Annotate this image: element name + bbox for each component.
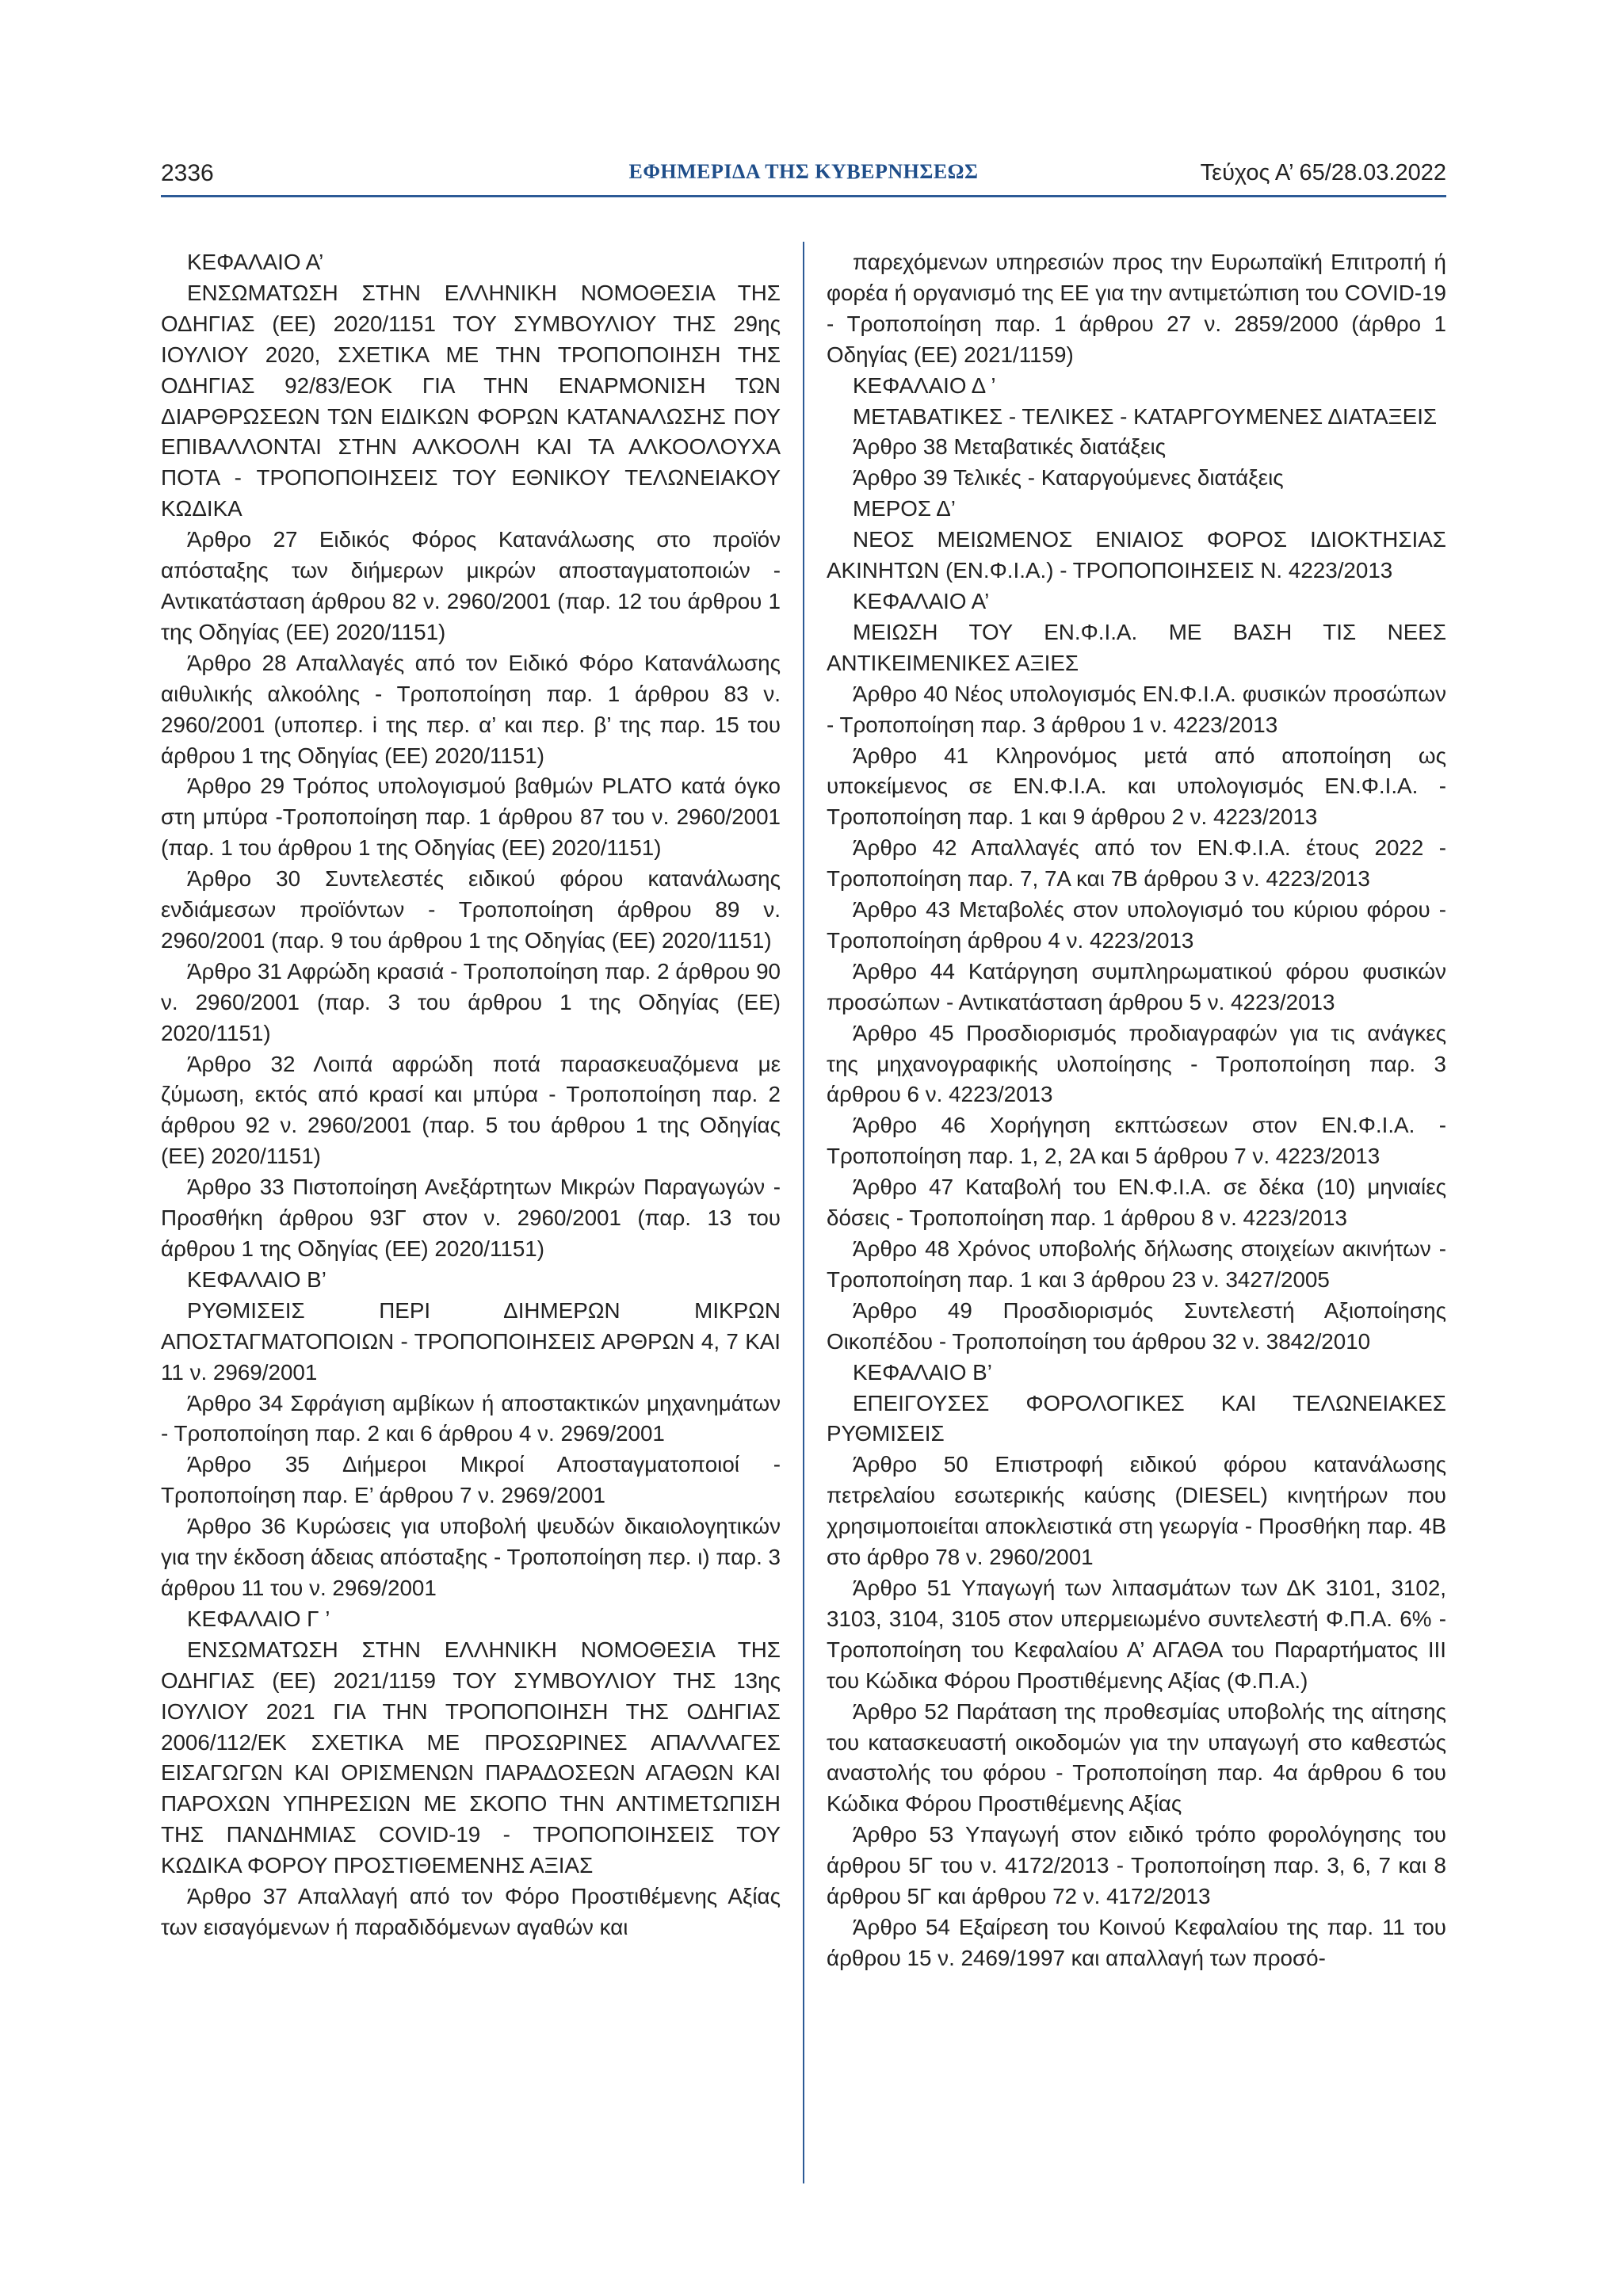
- toc-entry: ΚΕΦΑΛΑΙΟ Α’: [187, 250, 324, 274]
- toc-entry: Άρθρο 42 Απαλλαγές από τον ΕΝ.Φ.Ι.Α. έτους 2022 - Τροποποίηση παρ. 7, 7Α και 7Β άρθρου 3 ν. 4223/2013: [827, 835, 1446, 892]
- toc-entry: Άρθρο 51 Υπαγωγή των λιπασμάτων των ΔΚ 3101, 3102, 3103, 3104, 3105 στον υπερμειωμένο συντελεστή Φ.Π.Α. 6% - Τροποποίηση του Κεφαλαίου Α’ ΑΓΑΘΑ του Παραρτήματος ΙΙΙ του Κώδικα Φόρου Προστιθέμενης Αξίας (Φ.Π.Α.): [827, 1575, 1446, 1693]
- toc-entry: Άρθρο 43 Μεταβολές στον υπολογισμό του κύριου φόρου - Τροποποίηση άρθρου 4 ν. 4223/2013: [827, 897, 1446, 953]
- toc-entry: Άρθρο 27 Ειδικός Φόρος Κατανάλωσης στο προϊόν απόσταξης των διήμερων μικρών αποσταγματοποιών - Αντικατάσταση άρθρου 82 ν. 2960/2001 (παρ. 12 του άρθρου 1 της Οδηγίας (ΕΕ) 2020/1151): [161, 527, 781, 644]
- toc-entry: Άρθρο 28 Απαλλαγές από τον Ειδικό Φόρο Κατανάλωσης αιθυλικής αλκοόλης - Τροποποίηση παρ. 1 άρθρου 83 ν. 2960/2001 (υποπερ. i της περ. α’ και περ. β’ της παρ. 15 του άρθρου 1 της Οδηγίας (ΕΕ) 2020/1151): [161, 650, 781, 768]
- toc-entry: ΕΠΕΙΓΟΥΣΕΣ ΦΟΡΟΛΟΓΙΚΕΣ ΚΑΙ ΤΕΛΩΝΕΙΑΚΕΣ ΡΥΘΜΙΣΕΙΣ: [827, 1390, 1446, 1446]
- toc-entry: Άρθρο 54 Εξαίρεση του Κοινού Κεφαλαίου της παρ. 11 του άρθρου 15 ν. 2469/1997 και απαλλαγή των προσό-: [827, 1914, 1446, 1970]
- toc-entry: Άρθρο 40 Νέος υπολογισμός ΕΝ.Φ.Ι.Α. φυσικών προσώπων - Τροποποίηση παρ. 3 άρθρου 1 ν. 4223/2013: [827, 681, 1446, 737]
- toc-entry: Άρθρο 50 Επιστροφή ειδικού φόρου κατανάλωσης πετρελαίου εσωτερικής καύσης (DIESEL) κινητήρων που χρησιμοποιείται αποκλειστικά στη γεωργία - Προσθήκη παρ. 4Β στο άρθρο 78 ν. 2960/2001: [827, 1452, 1446, 1570]
- toc-entry: Άρθρο 32 Λοιπά αφρώδη ποτά παρασκευαζόμενα με ζύμωση, εκτός από κρασί και μπύρα - Τροποποίηση παρ. 2 άρθρου 92 ν. 2960/2001 (παρ. 5 του άρθρου 1 της Οδηγίας (ΕΕ) 2020/1151): [161, 1051, 781, 1169]
- toc-entry: Άρθρο 35 Διήμεροι Μικροί Αποσταγματοποιοί - Τροποποίηση παρ. Ε’ άρθρου 7 ν. 2969/2001: [161, 1452, 781, 1508]
- gazette-title: ΕΦΗΜΕΡΙΔΑ ΤΗΣ ΚΥΒΕΡΝΗΣΕΩΣ: [628, 160, 979, 183]
- toc-entry: ΚΕΦΑΛΑΙΟ Α’: [853, 588, 990, 613]
- toc-entry: Άρθρο 47 Καταβολή του ΕΝ.Φ.Ι.Α. σε δέκα (10) μηνιαίες δόσεις - Τροποποίηση παρ. 1 άρθρου 8 ν. 4223/2013: [827, 1175, 1446, 1231]
- toc-entry: Άρθρο 44 Κατάργηση συμπληρωματικού φόρου φυσικών προσώπων - Αντικατάσταση άρθρου 5 ν. 4223/2013: [827, 958, 1446, 1014]
- toc-entry: Άρθρο 46 Χορήγηση εκπτώσεων στον ΕΝ.Φ.Ι.Α. - Τροποποίηση παρ. 1, 2, 2Α και 5 άρθρου 7 ν. 4223/2013: [827, 1113, 1446, 1169]
- toc-entry: παρεχόμενων υπηρεσιών προς την Ευρωπαϊκή Επιτροπή ή φορέα ή οργανισμό της ΕΕ για την αντιμετώπιση του COVID-19 - Τροποποίηση παρ. 1 άρθρου 27 ν. 2859/2000 (άρθρο 1 Οδηγίας (ΕΕ) 2021/1159): [827, 250, 1446, 367]
- toc-entry: Άρθρο 45 Προσδιορισμός προδιαγραφών για τις ανάγκες της μηχανογραφικής υλοποίησης - Τροποποίηση παρ. 3 άρθρου 6 ν. 4223/2013: [827, 1020, 1446, 1107]
- toc-entry: Άρθρο 38 Μεταβατικές διατάξεις: [853, 434, 1167, 460]
- issue-reference: Τεύχος Α’ 65/28.03.2022: [1200, 160, 1446, 185]
- toc-entry: ΕΝΣΩΜΑΤΩΣΗ ΣΤΗΝ ΕΛΛΗΝΙΚΗ ΝΟΜΟΘΕΣΙΑ ΤΗΣ ΟΔΗΓΙΑΣ (ΕΕ) 2021/1159 ΤΟΥ ΣΥΜΒΟΥΛΙΟΥ ΤΗΣ 13ης ΙΟΥΛΙΟΥ 2021 ΓΙΑ ΤΗΝ ΤΡΟΠΟΠΟΙΗΣΗ ΤΗΣ ΟΔΗΓΙΑΣ 2006/112/ΕΚ ΣΧΕΤΙΚΑ ΜΕ ΠΡΟΣΩΡΙΝΕΣ ΑΠΑΛΛΑΓΕΣ ΕΙΣΑΓΩΓΩΝ ΚΑΙ ΟΡΙΣΜΕΝΩΝ ΠΑΡΑΔΟΣΕΩΝ ΑΓΑΘΩΝ ΚΑΙ ΠΑΡΟΧΩΝ ΥΠΗΡΕΣΙΩΝ ΜΕ ΣΚΟΠΟ ΤΗΝ ΑΝΤΙΜΕΤΩΠΙΣΗ ΤΗΣ ΠΑΝΔΗΜΙΑΣ COVID-19 - ΤΡΟΠΟΠΟΙΗΣΕΙΣ ΤΟΥ ΚΩΔΙΚΑ ΦΟΡΟΥ ΠΡΟΣΤΙΘΕΜΕΝΗΣ ΑΞΙΑΣ: [161, 1637, 781, 1878]
- toc-entry: ΝΕΟΣ ΜΕΙΩΜΕΝΟΣ ΕΝΙΑΙΟΣ ΦΟΡΟΣ ΙΔΙΟΚΤΗΣΙΑΣ ΑΚΙΝΗΤΩΝ (ΕΝ.Φ.Ι.Α.) - ΤΡΟΠΟΠΟΙΗΣΕΙΣ Ν. 4223/2013: [827, 527, 1446, 583]
- toc-entry: Άρθρο 41 Κληρονόμος μετά από αποποίηση ως υποκείμενος σε ΕΝ.Φ.Ι.Α. και υπολογισμός ΕΝ.Φ.Ι.Α. - Τροποποίηση παρ. 1 και 9 άρθρου 2 ν. 4223/2013: [827, 743, 1446, 830]
- right-column: [827, 247, 1446, 1974]
- toc-entry: Άρθρο 36 Κυρώσεις για υποβολή ψευδών δικαιολογητικών για την έκδοση άδειας απόσταξης - Τροποποίηση περ. ι) παρ. 3 άρθρου 11 του ν. 2969/2001: [161, 1514, 781, 1600]
- toc-entry: ΜΕΡΟΣ Δ’: [853, 496, 956, 521]
- toc-entry: Άρθρο 37 Απαλλαγή από τον Φόρο Προστιθέμενης Αξίας των εισαγόμενων ή παραδιδόμενων αγαθών και: [161, 1884, 781, 1939]
- toc-entry: ΡΥΘΜΙΣΕΙΣ ΠΕΡΙ ΔΙΗΜΕΡΩΝ ΜΙΚΡΩΝ ΑΠΟΣΤΑΓΜΑΤΟΠΟΙΩΝ - ΤΡΟΠΟΠΟΙΗΣΕΙΣ ΑΡΘΡΩΝ 4, 7 ΚΑΙ 11 ν. 2969/2001: [161, 1297, 781, 1385]
- left-column: [161, 247, 781, 1943]
- toc-entry: Άρθρο 53 Υπαγωγή στον ειδικό τρόπο φορολόγησης του άρθρου 5Γ του ν. 4172/2013 - Τροποποίηση παρ. 3, 6, 7 και 8 άρθρου 5Γ και άρθρου 72 ν. 4172/2013: [827, 1822, 1446, 1909]
- toc-entry: ΚΕΦΑΛΑΙΟ Β’: [187, 1266, 327, 1292]
- toc-entry: ΚΕΦΑΛΑΙΟ Β’: [853, 1359, 992, 1385]
- toc-entry: Άρθρο 49 Προσδιορισμός Συντελεστή Αξιοποίησης Οικοπέδου - Τροποποίηση του άρθρου 32 ν. 3842/2010: [827, 1297, 1446, 1354]
- page-number: 2336: [161, 160, 214, 186]
- toc-entry: Άρθρο 39 Τελικές - Καταργούμενες διατάξεις: [853, 465, 1284, 491]
- toc-entry: ΜΕΤΑΒΑΤΙΚΕΣ - ΤΕΛΙΚΕΣ - ΚΑΤΑΡΓΟΥΜΕΝΕΣ ΔΙΑΤΑΞΕΙΣ: [853, 403, 1438, 429]
- toc-entry: Άρθρο 52 Παράταση της προθεσμίας υποβολής της αίτησης του κατασκευαστή οικοδομών για την υπαγωγή στο καθεστώς αναστολής του φόρου - Τροποποίηση παρ. 4α άρθρου 6 του Κώδικα Φόρου Προστιθέμενης Αξίας: [827, 1698, 1446, 1817]
- toc-entry: Άρθρο 48 Χρόνος υποβολής δήλωσης στοιχείων ακινήτων - Τροποποίηση παρ. 1 και 3 άρθρου 23 ν. 3427/2005: [827, 1236, 1446, 1292]
- toc-entry: ΚΕΦΑΛΑΙΟ Γ ’: [187, 1606, 330, 1631]
- toc-entry: ΚΕΦΑΛΑΙΟ Δ ’: [853, 372, 996, 398]
- toc-entry: Άρθρο 33 Πιστοποίηση Ανεξάρτητων Μικρών Παραγωγών - Προσθήκη άρθρου 93Γ στον ν. 2960/2001 (παρ. 13 του άρθρου 1 της Οδηγίας (ΕΕ) 2020/1151): [161, 1175, 781, 1261]
- toc-entry: ΕΝΣΩΜΑΤΩΣΗ ΣΤΗΝ ΕΛΛΗΝΙΚΗ ΝΟΜΟΘΕΣΙΑ ΤΗΣ ΟΔΗΓΙΑΣ (ΕΕ) 2020/1151 ΤΟΥ ΣΥΜΒΟΥΛΙΟΥ ΤΗΣ 29ης ΙΟΥΛΙΟΥ 2020, ΣΧΕΤΙΚΑ ΜΕ ΤΗΝ ΤΡΟΠΟΠΟΙΗΣΗ ΤΗΣ ΟΔΗΓΙΑΣ 92/83/ΕΟΚ ΓΙΑ ΤΗΝ ΕΝΑΡΜΟΝΙΣΗ ΤΩΝ ΔΙΑΡΘΡΩΣΕΩΝ ΤΩΝ ΕΙΔΙΚΩΝ ΦΟΡΩΝ ΚΑΤΑΝΑΛΩΣΗΣ ΠΟΥ ΕΠΙΒΑΛΛΟΝΤΑΙ ΣΤΗΝ ΑΛΚΟΟΛΗ ΚΑΙ ΤΑ ΑΛΚΟΟΛΟΥΧΑ ΠΟΤΑ - ΤΡΟΠΟΠΟΙΗΣΕΙΣ ΤΟΥ ΕΘΝΙΚΟΥ ΤΕΛΩΝΕΙΑΚΟΥ ΚΩΔΙΚΑ: [161, 280, 781, 521]
- toc-entry: Άρθρο 29 Τρόπος υπολογισμού βαθμών PLATO κατά όγκο στη μπύρα -Τροποποίηση παρ. 1 άρθρου 87 του ν. 2960/2001 (παρ. 1 του άρθρου 1 της Οδηγίας (ΕΕ) 2020/1151): [161, 774, 781, 861]
- page-header: [161, 160, 1446, 200]
- toc-entry: Άρθρο 30 Συντελεστές ειδικού φόρου κατανάλωσης ενδιάμεσων προϊόντων - Τροποποίηση άρθρου 89 ν. 2960/2001 (παρ. 9 του άρθρου 1 της Οδηγίας (ΕΕ) 2020/1151): [161, 866, 781, 953]
- column-divider: [803, 242, 804, 2183]
- toc-entry: ΜΕΙΩΣΗ ΤΟΥ ΕΝ.Φ.Ι.Α. ΜΕ ΒΑΣΗ ΤΙΣ ΝΕΕΣ ΑΝΤΙΚΕΙΜΕΝΙΚΕΣ ΑΞΙΕΣ: [827, 619, 1446, 675]
- toc-entry: Άρθρο 34 Σφράγιση αμβίκων ή αποστακτικών μηχανημάτων - Τροποποίηση παρ. 2 και 6 άρθρου 4 ν. 2969/2001: [161, 1390, 781, 1446]
- toc-entry: Άρθρο 31 Αφρώδη κρασιά - Τροποποίηση παρ. 2 άρθρου 90 ν. 2960/2001 (παρ. 3 του άρθρου 1 της Οδηγίας (ΕΕ) 2020/1151): [161, 958, 781, 1045]
- header-rule: [161, 195, 1446, 197]
